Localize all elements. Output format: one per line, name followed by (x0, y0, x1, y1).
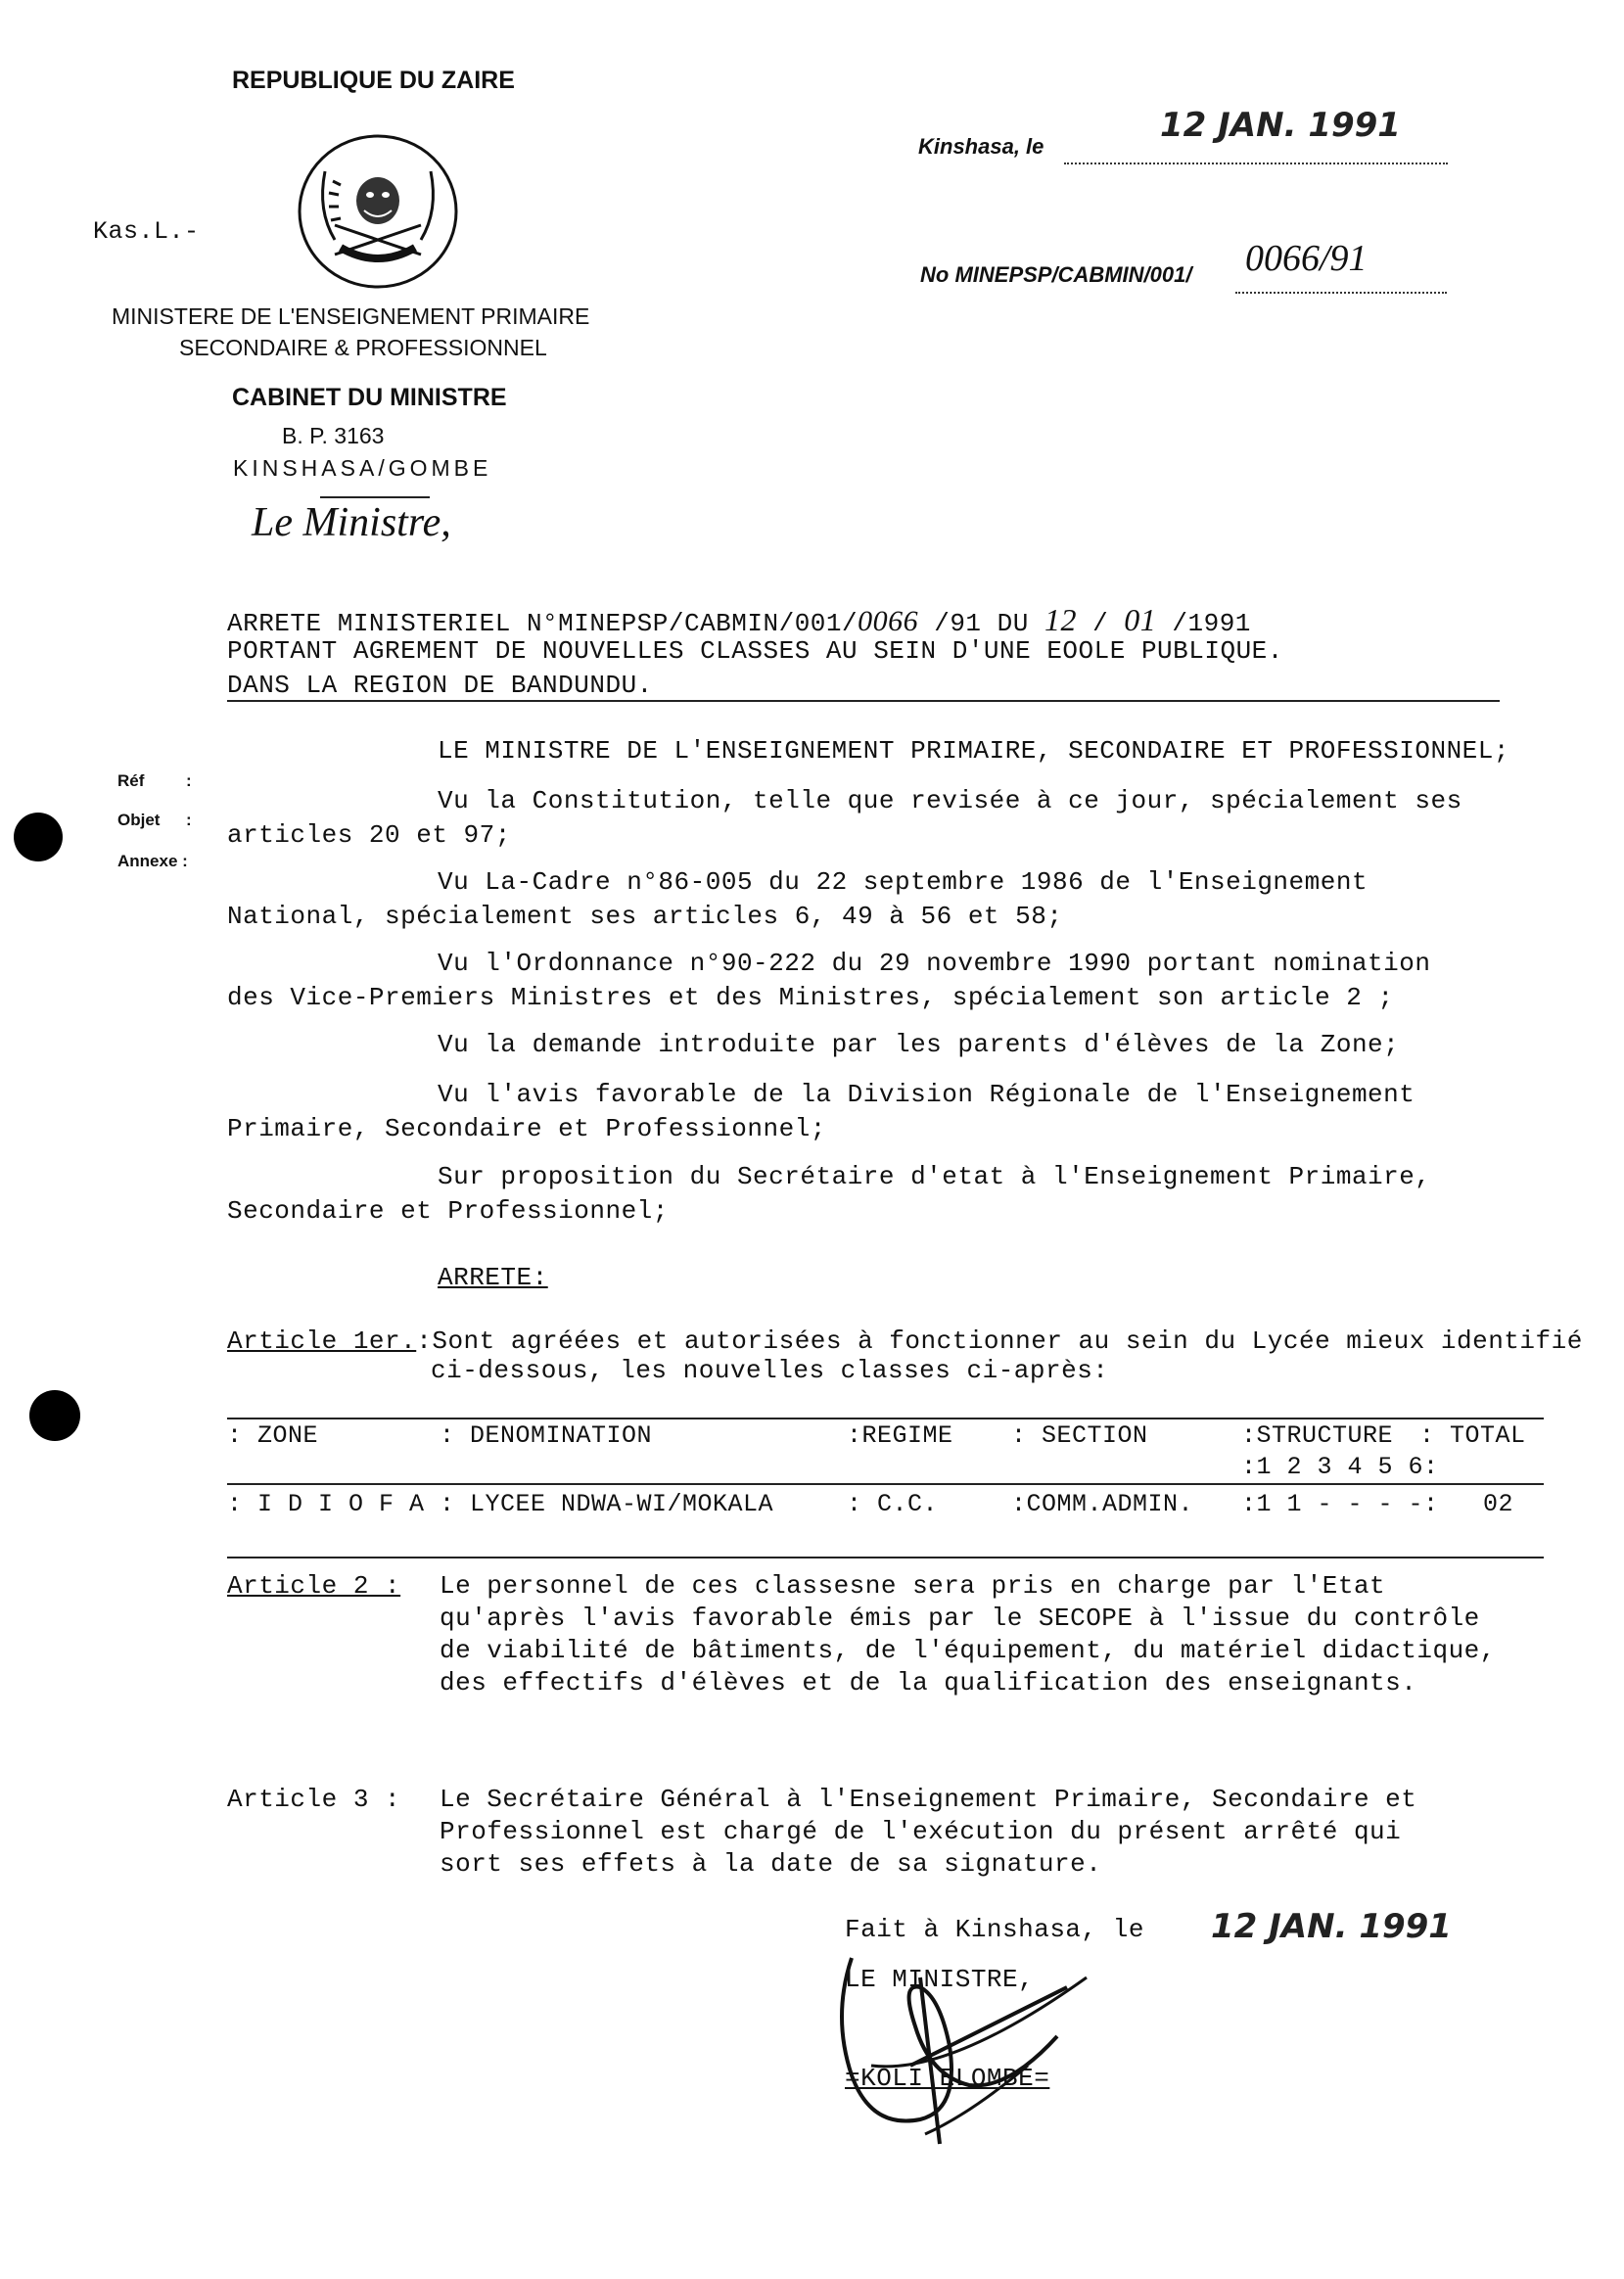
table-cell-regime: : C.C. (847, 1490, 939, 1518)
article1-text: :Sont agréées et autorisées à fonctionner au sein du Lycée mieux identifié (416, 1326, 1583, 1356)
article2-line2: qu'après l'avis favorable émis par le SECOPE à l'issue du contrôle (440, 1604, 1480, 1633)
table-header-zone: : ZONE (227, 1421, 319, 1450)
signature-scribble (832, 1919, 1106, 2154)
article3-line2: Professionnel est chargé de l'exécution du présent arrêté qui (440, 1817, 1402, 1846)
preamble-ordonnance: Vu l'Ordonnance n°90-222 du 29 novembre 1990 portant nomination (438, 949, 1431, 978)
preamble-avis: Vu l'avis favorable de la Division Régionale de l'Enseignement (438, 1080, 1415, 1109)
title-hand-number: 0066 (858, 605, 919, 637)
postal-box: B. P. 3163 (282, 423, 385, 448)
preamble-loi-cadre-cont: National, spécialement ses articles 6, 49 à 56 et 58; (227, 902, 1063, 931)
table-header-denomination: : DENOMINATION (440, 1421, 653, 1450)
table-structure-years: :1 2 3 4 5 6: (1241, 1453, 1439, 1481)
article3-line1: Le Secrétaire Général à l'Enseignement Primaire, Secondaire et (440, 1785, 1417, 1814)
margin-colon: : (186, 811, 192, 829)
table-cell-structure: :1 1 - - - -: (1241, 1490, 1439, 1518)
table-cell-section: :COMM.ADMIN. (1011, 1490, 1194, 1518)
table-header-section: : SECTION (1011, 1421, 1148, 1450)
archive-note: Kas.L.- (93, 217, 200, 246)
title-hand-day: 12 (1044, 602, 1077, 637)
decree-title-line1 (227, 602, 1251, 638)
article1-line1 (227, 1326, 1583, 1356)
reference-line (1235, 281, 1447, 299)
preamble-constitution-cont: articles 20 et 97; (227, 820, 511, 850)
title-underline (227, 700, 1500, 702)
table-header-total: : TOTAL (1419, 1421, 1526, 1450)
title-text: / (1092, 609, 1109, 638)
preamble-avis-cont: Primaire, Secondaire et Professionnel; (227, 1114, 826, 1143)
table-header-rule (227, 1483, 1544, 1485)
closing-name: =KOLI ELOMBE= (845, 2064, 1050, 2093)
date-line (1064, 152, 1448, 169)
table-header-structure: :STRUCTURE (1241, 1421, 1394, 1450)
punch-hole (14, 813, 63, 861)
margin-colon: : (186, 771, 192, 790)
decree-title-line2: PORTANT AGREMENT DE NOUVELLES CLASSES AU SEIN D'UNE EOOLE PUBLIQUE. (227, 636, 1283, 666)
article1-line2: ci-dessous, les nouvelles classes ci-après: (431, 1356, 1109, 1385)
preamble-demande: Vu la demande introduite par les parents d'élèves de la Zone; (438, 1030, 1400, 1059)
decree-title-line3: DANS LA REGION DE BANDUNDU. (227, 671, 653, 700)
table-cell-total: 02 (1483, 1490, 1514, 1518)
table-header-regime: :REGIME (847, 1421, 953, 1450)
article2-line1: Le personnel de ces classesne sera pris en charge par l'Etat (440, 1571, 1386, 1601)
article1-label: Article 1er. (227, 1326, 417, 1356)
preamble-proposition: Sur proposition du Secrétaire d'etat à l'Enseignement Primaire, (438, 1162, 1431, 1191)
article2-line3: de viabilité de bâtiments, de l'équipement, du matériel didactique, (440, 1636, 1496, 1665)
reference-label: No MINEPSP/CABMIN/001/ (920, 262, 1192, 287)
title-text: ARRETE MINISTERIEL N°MINEPSP/CABMIN/001/ (227, 609, 858, 638)
table-top-rule (227, 1418, 1544, 1419)
preamble-constitution: Vu la Constitution, telle que revisée à ce jour, spécialement ses (438, 786, 1462, 815)
article2-line4: des effectifs d'élèves et de la qualification des enseignants. (440, 1668, 1417, 1698)
margin-annexe-label: Annexe : (117, 852, 188, 870)
place-label: Kinshasa, le (918, 134, 1044, 159)
closing-date-handwritten: 12 JAN. 1991 (1211, 1907, 1452, 1946)
cabinet-heading: CABINET DU MINISTRE (232, 384, 507, 411)
date-handwritten: 12 JAN. 1991 (1160, 106, 1401, 145)
article2-label: Article 2 : (227, 1571, 401, 1601)
margin-objet-label: Objet (117, 811, 161, 829)
preamble-loi-cadre: Vu La-Cadre n°86-005 du 22 septembre 1986 de l'Enseignement (438, 867, 1369, 897)
article3-label: Article 3 : (227, 1785, 401, 1814)
punch-hole (29, 1390, 80, 1441)
table-cell-denomination: : LYCEE NDWA-WI/MOKALA (440, 1490, 774, 1518)
table-cell-zone: : I D I O F A (227, 1490, 425, 1518)
country-name: REPUBLIQUE DU ZAIRE (232, 67, 515, 94)
title-text: /1991 (1172, 609, 1251, 638)
preamble-ministre: LE MINISTRE DE L'ENSEIGNEMENT PRIMAIRE, SECONDAIRE ET PROFESSIONNEL; (438, 736, 1509, 766)
title-text: /91 DU (934, 609, 1029, 638)
article3-line3: sort ses effets à la date de sa signature. (440, 1849, 1102, 1879)
signatory-script: Le Ministre, (252, 500, 451, 545)
title-hand-month: 01 (1124, 602, 1157, 637)
table-bottom-rule (227, 1557, 1544, 1558)
city: KINSHASA/GOMBE (233, 455, 492, 481)
header-divider (320, 496, 430, 498)
ministry-line-2: SECONDAIRE & PROFESSIONNEL (179, 335, 547, 360)
margin-ref-label: Réf (117, 771, 145, 790)
closing-place: Fait à Kinshasa, le (845, 1915, 1144, 1944)
preamble-ordonnance-cont: des Vice-Premiers Ministres et des Ministres, spécialement son article 2 ; (227, 983, 1394, 1012)
closing-title: LE MINISTRE, (845, 1965, 1035, 1994)
arrete-heading: ARRETE: (438, 1263, 548, 1292)
ministry-line-1: MINISTERE DE L'ENSEIGNEMENT PRIMAIRE (112, 303, 590, 329)
reference-handwritten: 0066/91 (1245, 238, 1368, 279)
preamble-proposition-cont: Secondaire et Professionnel; (227, 1196, 669, 1226)
coat-of-arms-emblem (296, 132, 460, 291)
